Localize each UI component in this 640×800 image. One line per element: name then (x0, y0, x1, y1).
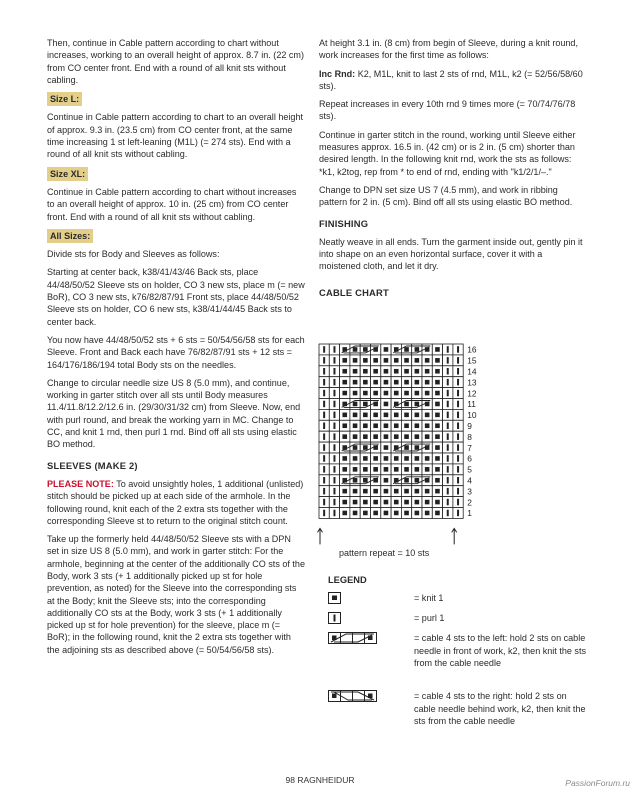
knit-mark (384, 413, 389, 418)
knit-mark (342, 434, 347, 439)
finishing-heading: FINISHING (319, 217, 369, 229)
row-number: 7 (467, 442, 472, 453)
row-number: 1 (467, 508, 472, 519)
knit-mark (384, 511, 389, 516)
knit-mark (373, 434, 378, 439)
knit-mark (415, 423, 420, 428)
knit-mark (353, 511, 358, 516)
legend-cable-right (328, 690, 588, 748)
purl-mark (457, 390, 459, 397)
purl-mark (323, 357, 325, 364)
knit-mark (353, 489, 358, 494)
note-text: To avoid unsightly holes, 1 additional (unlisted) stitch should be picked up at each side of the armhole. In the following round, knit each of the 2 extra sts together with the corresponding Sleeve st to return to the original stitch count. (47, 478, 304, 526)
knit-mark (373, 423, 378, 428)
knit-mark (342, 380, 347, 385)
knit-mark (342, 489, 347, 494)
purl-mark (323, 444, 325, 451)
knit-mark (415, 456, 420, 461)
knit-mark (415, 478, 420, 483)
knit-mark (394, 467, 399, 472)
repeat-arrow-icon (452, 528, 457, 544)
knit-mark (353, 467, 358, 472)
knit-mark (394, 358, 399, 363)
knit-mark (394, 413, 399, 418)
purl-mark (333, 499, 335, 506)
knit-mark (415, 434, 420, 439)
purl-mark (457, 466, 459, 473)
knit-mark (373, 391, 378, 396)
knit-mark (373, 413, 378, 418)
purl-mark (457, 346, 459, 353)
all-sizes-tag: All Sizes: (47, 229, 93, 243)
knit-mark (342, 369, 347, 374)
right-column (319, 37, 585, 305)
row-number: 12 (467, 388, 477, 399)
purl-mark (333, 368, 335, 375)
knit-symbol-icon (328, 592, 342, 604)
knit-mark (435, 456, 440, 461)
knit-mark (435, 434, 440, 439)
purl-mark (447, 499, 449, 506)
purl-mark (333, 390, 335, 397)
purl-mark (457, 488, 459, 495)
knit-mark (435, 489, 440, 494)
knit-mark (415, 402, 420, 407)
sleeves-heading: SLEEVES (MAKE 2) (47, 459, 138, 471)
knit-mark (353, 413, 358, 418)
knit-mark (353, 380, 358, 385)
knit-mark (425, 500, 430, 505)
knit-mark (363, 489, 368, 494)
legend-cable-left (328, 632, 588, 690)
knit-mark (384, 467, 389, 472)
purl-mark (333, 466, 335, 473)
left-column (47, 37, 305, 662)
purl-mark (323, 477, 325, 484)
knit-mark (435, 402, 440, 407)
knit-mark (394, 500, 399, 505)
knit-mark (384, 434, 389, 439)
knit-mark (425, 413, 430, 418)
knit-mark (342, 358, 347, 363)
knit-mark (404, 347, 409, 352)
knit-mark (415, 413, 420, 418)
knit-mark (363, 347, 368, 352)
knit-mark (404, 402, 409, 407)
purl-mark (447, 357, 449, 364)
knit-mark (435, 369, 440, 374)
knit-mark (435, 500, 440, 505)
row-number: 8 (467, 431, 472, 442)
knit-mark (384, 347, 389, 352)
cable-right-symbol-icon (328, 690, 380, 702)
knit-mark (435, 467, 440, 472)
knit-mark (363, 402, 368, 407)
knit-mark (404, 423, 409, 428)
row-number: 6 (467, 453, 472, 464)
watermark: PassionForum.ru (565, 778, 630, 788)
purl-mark (333, 488, 335, 495)
knit-mark (394, 391, 399, 396)
knit-mark (404, 369, 409, 374)
purl-mark (333, 433, 335, 440)
knit-mark (353, 402, 358, 407)
purl-mark (457, 379, 459, 386)
knit-mark (415, 369, 420, 374)
purl-mark (333, 357, 335, 364)
purl-mark (447, 379, 449, 386)
knit-mark (373, 456, 378, 461)
knit-mark (415, 445, 420, 450)
purl-mark (333, 477, 335, 484)
row-number: 14 (467, 366, 477, 377)
paragraph: Neatly weave in all ends. Turn the garment inside out, gently pin it into shape on an even horizontal surface, cover it with a moistened cloth, and let it dry. (319, 236, 583, 272)
knit-mark (373, 369, 378, 374)
knit-mark (415, 380, 420, 385)
knit-mark (363, 500, 368, 505)
knit-mark (394, 511, 399, 516)
knit-mark (373, 467, 378, 472)
purl-mark (447, 412, 449, 419)
paragraph: You now have 44/48/50/52 sts + 6 sts = 50/54/56/58 sts for each Sleeve. Front and Back each have 76/82/87/91 sts + 12 sts = 164/176/186/194 total Body sts on the needles. (47, 334, 305, 370)
knit-mark (384, 500, 389, 505)
knit-mark (363, 511, 368, 516)
purl-mark (333, 510, 335, 517)
purl-mark (457, 368, 459, 375)
knit-mark (384, 402, 389, 407)
knit-mark (353, 456, 358, 461)
knit-mark (373, 500, 378, 505)
knit-mark (363, 358, 368, 363)
legend-cable-right-text: = cable 4 sts to the right: hold 2 sts on cable needle behind work, k2, then knit the sts from the cable needle (414, 691, 586, 726)
purl-mark (457, 357, 459, 364)
knit-mark (384, 380, 389, 385)
pattern-repeat-label: pattern repeat = 10 sts (339, 548, 430, 558)
knit-mark (415, 511, 420, 516)
paragraph: Starting at center back, k38/41/43/46 Back sts, place 44/48/50/52 Sleeve sts on holder, CO 3 new sts, place m (= new BoR), CO 3 new sts, k76/82/87/91 Front sts, place 44/48/50/52 Sleeve sts on holder, CO 6 new sts, k38/41/44/45 Back sts to center back. (47, 267, 305, 327)
knit-mark (435, 445, 440, 450)
paragraph: Then, continue in Cable pattern according to chart without increases, working to an overall height of approx. 8.7 in. (22 cm) from CO center front. End with a round of all knit sts without cabling. (47, 38, 304, 85)
row-number: 10 (467, 410, 477, 421)
purl-mark (333, 423, 335, 430)
purl-mark (333, 401, 335, 408)
purl-mark (457, 455, 459, 462)
knit-mark (342, 413, 347, 418)
purl-mark (457, 444, 459, 451)
knit-mark (363, 434, 368, 439)
paragraph: Divide sts for Body and Sleeves as follows: (47, 249, 220, 260)
knit-mark (425, 434, 430, 439)
purl-mark (447, 390, 449, 397)
knit-mark (353, 423, 358, 428)
knit-mark (435, 413, 440, 418)
knit-mark (353, 391, 358, 396)
knit-mark (435, 358, 440, 363)
legend-knit (328, 592, 588, 612)
knit-mark (425, 467, 430, 472)
purl-mark (323, 401, 325, 408)
paragraph: Repeat increases in every 10th rnd 9 times more (= 70/74/76/78 sts). (319, 99, 576, 122)
purl-mark (323, 466, 325, 473)
purl-mark (457, 510, 459, 517)
row-number: 13 (467, 377, 477, 388)
size-xl-tag: Size XL: (47, 167, 88, 181)
purl-mark (323, 379, 325, 386)
knit-mark (363, 391, 368, 396)
knit-mark (342, 456, 347, 461)
purl-mark (457, 477, 459, 484)
purl-mark (333, 379, 335, 386)
knit-mark (425, 358, 430, 363)
purl-mark (447, 346, 449, 353)
knit-mark (404, 445, 409, 450)
knit-mark (404, 489, 409, 494)
inc-text: K2, M1L, knit to last 2 sts of rnd, M1L, k2 (= 52/56/58/60 sts). (319, 68, 583, 91)
knit-mark (415, 500, 420, 505)
purl-mark (457, 412, 459, 419)
knit-mark (363, 423, 368, 428)
knit-mark (342, 500, 347, 505)
knit-mark (404, 391, 409, 396)
paragraph: Continue in Cable pattern according to chart without increases to an overall height of approx. 10 in. (25 cm) from CO center front. End with a round of all knit sts without cabling. (47, 186, 297, 222)
knit-mark (415, 489, 420, 494)
purl-mark (457, 433, 459, 440)
knit-mark (404, 434, 409, 439)
row-number: 9 (467, 421, 472, 431)
knit-mark (363, 369, 368, 374)
purl-mark (447, 444, 449, 451)
knit-mark (384, 391, 389, 396)
purl-mark (323, 368, 325, 375)
knit-mark (353, 369, 358, 374)
knit-mark (425, 380, 430, 385)
purl-mark (323, 412, 325, 419)
purl-mark (457, 401, 459, 408)
legend-purl-text: = purl 1 (414, 613, 445, 624)
knit-mark (353, 445, 358, 450)
purl-mark (447, 510, 449, 517)
knit-mark (353, 347, 358, 352)
inc-label: Inc Rnd: (319, 68, 356, 79)
legend-knit-text: = knit 1 (414, 593, 444, 604)
knit-mark (435, 478, 440, 483)
purl-mark (323, 455, 325, 462)
row-number: 2 (467, 497, 472, 508)
cable-left-symbol-icon (328, 632, 380, 644)
purl-mark (333, 346, 335, 353)
knit-mark (384, 423, 389, 428)
knit-mark (353, 358, 358, 363)
purl-mark (323, 346, 325, 353)
purl-mark (323, 433, 325, 440)
knit-mark (342, 423, 347, 428)
purl-mark (323, 499, 325, 506)
knit-mark (353, 478, 358, 483)
legend-cable-left-text: = cable 4 sts to the left: hold 2 sts on cable needle in front of work, k2, then knit the sts from the cable needle (414, 633, 586, 668)
purl-mark (457, 499, 459, 506)
row-number: 11 (467, 399, 476, 410)
knit-mark (425, 456, 430, 461)
knit-mark (384, 478, 389, 483)
knit-mark (404, 413, 409, 418)
purl-mark (457, 423, 459, 430)
row-number: 3 (467, 486, 472, 497)
paragraph: Change to circular needle size US 8 (5.0 mm), and continue, working in garter stitch over all sts until Body measures 11.4/11.8/12.2/12.6 in. (29/30/31/32 cm) from Sleeve. Now, end with purl round, and break the working yarn in MC. Change to CC, and knit 1 rnd, then purl 1 rnd. Bind off all sts using elastic BO method. (47, 377, 301, 450)
paragraph: Continue in Cable pattern according to chart to an overall height of approx. 9.3 in. (23.5 cm) from CO center front, at the same time increasing 1 st left-leaning (M1L) (= 274 sts). End with a round of all knit sts without cabling. (47, 112, 303, 160)
knit-mark (373, 380, 378, 385)
knit-mark (404, 467, 409, 472)
knit-mark (363, 467, 368, 472)
purl-mark (447, 423, 449, 430)
page-footer: 98 RAGNHEIDUR (285, 775, 355, 785)
knit-mark (435, 423, 440, 428)
knit-mark (425, 489, 430, 494)
knit-mark (394, 380, 399, 385)
knit-mark (404, 511, 409, 516)
purl-mark (447, 433, 449, 440)
knit-mark (342, 467, 347, 472)
inc-paragraph (319, 68, 585, 93)
knit-mark (353, 434, 358, 439)
purl-mark (447, 477, 449, 484)
row-number: 15 (467, 355, 477, 366)
purl-mark (323, 488, 325, 495)
knit-mark (394, 456, 399, 461)
cable-chart-heading: CABLE CHART (319, 286, 389, 298)
knit-mark (363, 478, 368, 483)
knit-mark (384, 445, 389, 450)
purl-mark (333, 412, 335, 419)
paragraph: At height 3.1 in. (8 cm) from begin of Sleeve, during a knit round, work increases for the first time as follows: (319, 38, 578, 61)
purl-mark (323, 510, 325, 517)
row-number: 4 (467, 475, 472, 486)
row-number: 16 (467, 344, 477, 355)
size-l-tag: Size L: (47, 92, 82, 106)
cable-chart-svg (317, 341, 487, 561)
knit-mark (404, 478, 409, 483)
knit-mark (373, 358, 378, 363)
purl-mark (447, 455, 449, 462)
legend (328, 574, 588, 748)
knit-mark (394, 434, 399, 439)
knit-mark (415, 347, 420, 352)
repeat-arrow-icon (318, 528, 323, 544)
purl-mark (323, 423, 325, 430)
knit-mark (404, 456, 409, 461)
row-number: 5 (467, 464, 472, 475)
knit-mark (342, 391, 347, 396)
knit-mark (425, 511, 430, 516)
paragraph: Change to DPN set size US 7 (4.5 mm), and work in ribbing pattern for 2 in. (5 cm). Bind off all sts using elastic BO method. (319, 184, 573, 208)
knit-mark (435, 347, 440, 352)
purl-mark (333, 444, 335, 451)
knit-mark (425, 423, 430, 428)
knit-mark (415, 391, 420, 396)
knit-mark (425, 391, 430, 396)
knit-mark (342, 511, 347, 516)
legend-title: LEGEND (328, 575, 367, 585)
knit-mark (384, 358, 389, 363)
knit-mark (384, 369, 389, 374)
knit-mark (353, 500, 358, 505)
knit-mark (435, 511, 440, 516)
purl-mark (447, 368, 449, 375)
knit-mark (415, 358, 420, 363)
paragraph: Continue in garter stitch in the round, working until Sleeve either measures approx. 16.5 in. (42 cm) or is 2 in. (5 cm) shorter than desired length. In the following knit rnd, work the sts as follows: *k1, k2tog, rep from * to end of rnd, ending with "k1/2/1/–." (319, 129, 576, 177)
knit-mark (373, 511, 378, 516)
knit-mark (394, 489, 399, 494)
knit-mark (404, 358, 409, 363)
knit-mark (373, 489, 378, 494)
purl-mark (333, 455, 335, 462)
note-paragraph (47, 478, 305, 527)
knit-mark (435, 391, 440, 396)
knit-mark (404, 380, 409, 385)
knit-mark (394, 423, 399, 428)
cable-chart (317, 341, 487, 564)
knit-mark (363, 445, 368, 450)
purl-mark (447, 401, 449, 408)
knit-mark (394, 369, 399, 374)
knit-mark (384, 456, 389, 461)
knit-mark (415, 467, 420, 472)
legend-purl (328, 612, 588, 632)
purl-mark (323, 390, 325, 397)
knit-mark (363, 456, 368, 461)
knit-mark (363, 413, 368, 418)
knit-mark (384, 489, 389, 494)
knit-mark (363, 380, 368, 385)
purl-mark (447, 466, 449, 473)
knit-mark (435, 380, 440, 385)
knit-mark (404, 500, 409, 505)
knit-mark (425, 369, 430, 374)
purl-symbol-icon (328, 612, 342, 624)
paragraph: Take up the formerly held 44/48/50/52 Sleeve sts with a DPN set in size US 8 (5.0 mm), and work in garter stitch: For the armhole, beginning at the center of the additionally CO sts of the Body, work 3 sts (+ 1 additionally picked up st for hole prevention, as noted) for the Sleeve into the corresponding sts at the Body; knit the Sleeve sts; into the corresponding additionally CO sts at the Body, work 3 sts (+ 1 additionally picked up st for hole prevention) for the sleeve, place m (= BoR); in the following round, knit the 2 extra sts together with the adjoining sts as described above (= 50/54/56/58 sts). (47, 534, 305, 655)
note-label: PLEASE NOTE: (47, 478, 114, 489)
purl-mark (447, 488, 449, 495)
